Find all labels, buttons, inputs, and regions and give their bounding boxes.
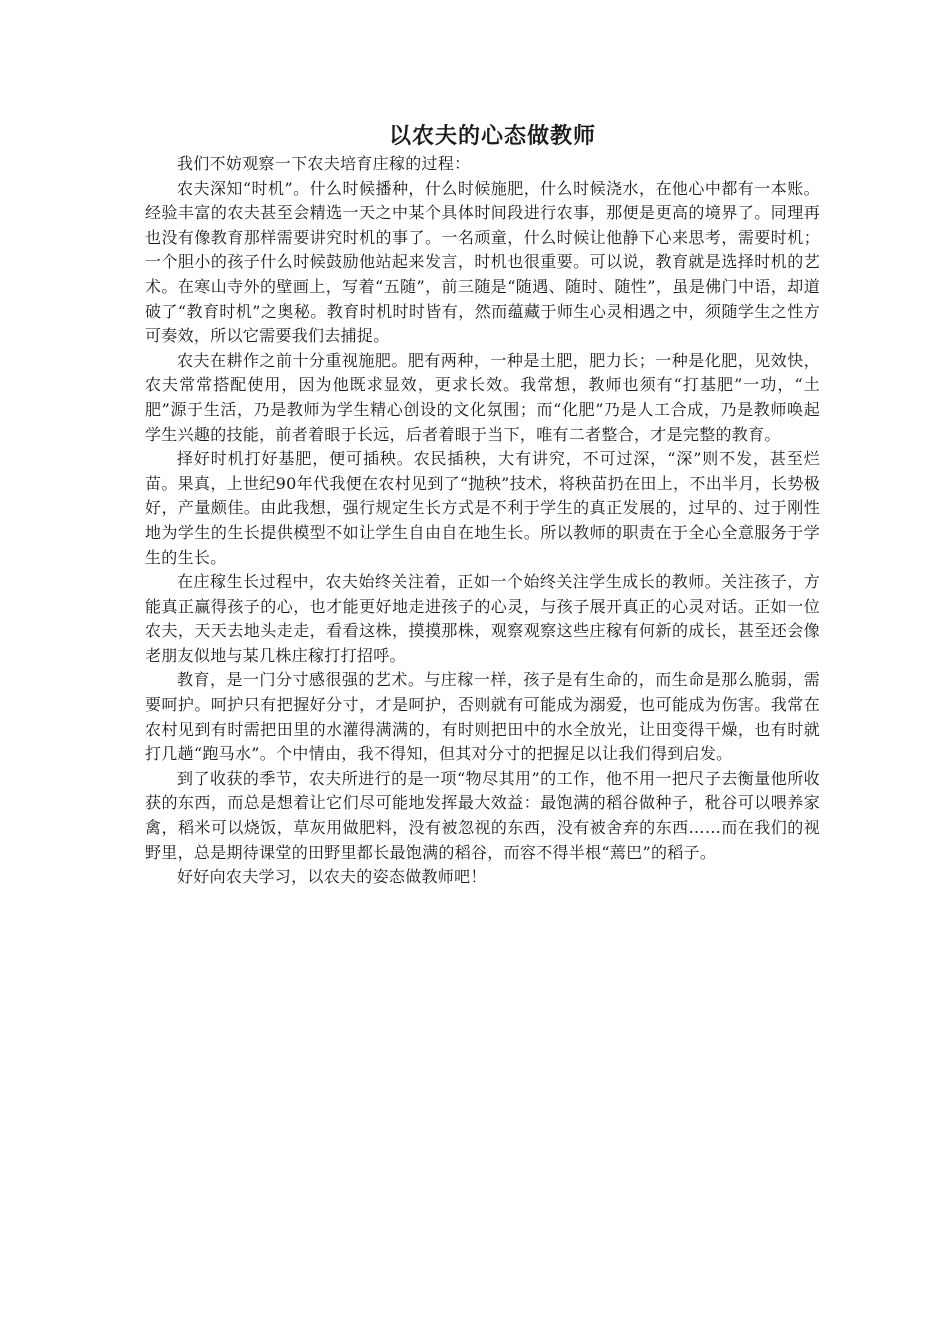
paragraph-harvest: 到了收获的季节，农夫所进行的是一项“物尽其用”的工作，他不用一把尺子去衡量他所收获的东西，而总是想着让它们尽可能地发挥最大效益：最饱满的稻谷做种子，秕谷可以喂养家禽，稻米可以烧饭，草灰用做肥料，没有被忽视的东西，没有被舍弃的东西……而在我们的视野里，总是期待课堂的田野里都长最饱满的稻谷，而容不得半根“蔫巴”的稻子。 xyxy=(145,768,820,862)
paragraph-attention: 在庄稼生长过程中，农夫始终关注着，正如一个始终关注学生成长的教师。关注孩子，方能真正赢得孩子的心，也才能更好地走进孩子的心灵，与孩子展开真正的心灵对话。正如一位农夫，天天去地头走走，看看这株，摸摸那株，观察观察这些庄稼有何新的成长，甚至还会像老朋友似地与某几株庄稼打打招呼。 xyxy=(145,572,820,665)
paragraph-measure: 教育，是一门分寸感很强的艺术。与庄稼一样，孩子是有生命的，而生命是那么脆弱，需要呵护。呵护只有把握好分寸，才是呵护，否则就有可能成为溺爱，也可能成为伤害。我常在农村见到有时需把田里的水灌得满满的，有时则把田中的水全放光，让田变得干燥，也有时就打几趟“跑马水”。个中情由，我不得知，但其对分寸的把握足以让我们得到启发。 xyxy=(145,670,820,764)
document-page xyxy=(145,120,820,890)
paragraph-transplanting: 择好时机打好基肥，便可插秧。农民插秧，大有讲究，不可过深，“深”则不发，甚至烂苗。果真，上世纪90年代我便在农村见到了“抛秧”技术，将秧苗扔在田上，不出半月，长势极好，产量颇佳。由此我想，强行规定生长方式是不利于学生的真正发展的，过早的、过于刚性地为学生的生长提供模型不如让学生自由自在地生长。所以教师的职责在于全心全意服务于学生的生长。 xyxy=(145,449,820,567)
paragraph-timing: 农夫深知“时机”。什么时候播种，什么时候施肥，什么时候浇水，在他心中都有一本账。经验丰富的农夫甚至会精选一天之中某个具体时间段进行农事，那便是更高的境界了。同理再也没有像教育那样需要讲究时机的事了。一名顽童，什么时候让他静下心来思考，需要时机；一个胆小的孩子什么时候鼓励他站起来发言，时机也很重要。可以说，教育就是选择时机的艺术。在寒山寺外的壁画上，写着“五随”，前三随是“随遇、随时、随性”，虽是佛门中语，却道破了“教育时机”之奥秘。教育时机时时皆有，然而蕴藏于师生心灵相遇之中，须随学生之性方可奏效，所以它需要我们去捕捉。 xyxy=(145,178,820,346)
paragraph-conclusion: 好好向农夫学习，以农夫的姿态做教师吧！ xyxy=(177,867,487,887)
document-title: 以农夫的心态做教师 xyxy=(388,123,596,149)
paragraph-fertilizer: 农夫在耕作之前十分重视施肥。肥有两种，一种是土肥，肥力长；一种是化肥，见效快，农夫常常搭配使用，因为他既求显效，更求长效。我常想，教师也须有“打基肥”一功，“土肥”源于生活，乃是教师为学生精心创设的文化氛围；而“化肥”乃是人工合成，乃是教师唤起学生兴趣的技能，前者着眼于长远，后者着眼于当下，唯有二者整合，才是完整的教育。 xyxy=(145,350,820,444)
paragraph-intro: 我们不妨观察一下农夫培育庄稼的过程： xyxy=(177,154,471,173)
